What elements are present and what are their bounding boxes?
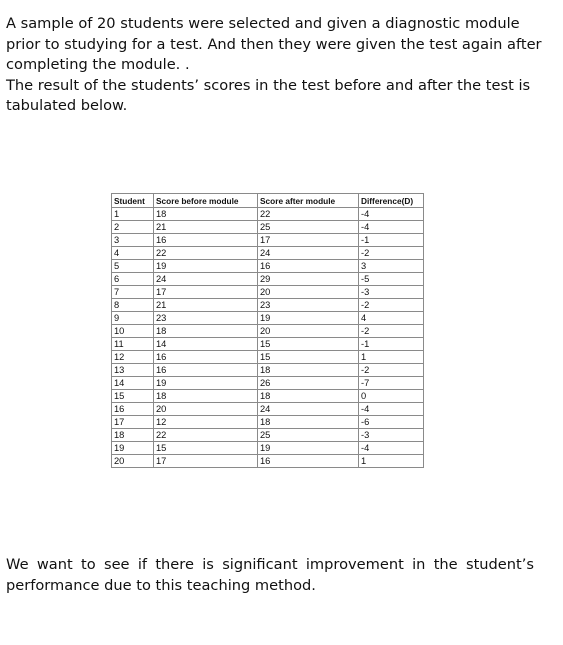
cell-score-after: 20 (258, 325, 359, 338)
cell-score-before: 20 (154, 403, 258, 416)
cell-student: 8 (112, 299, 154, 312)
table-header-row (112, 194, 424, 208)
cell-score-after: 20 (258, 286, 359, 299)
table-row (112, 403, 424, 416)
cell-difference: -1 (359, 234, 424, 247)
cell-score-before: 24 (154, 273, 258, 286)
table-row (112, 429, 424, 442)
cell-student: 15 (112, 390, 154, 403)
cell-score-before: 16 (154, 234, 258, 247)
table-row (112, 351, 424, 364)
cell-student: 7 (112, 286, 154, 299)
cell-score-before: 22 (154, 429, 258, 442)
cell-difference: 1 (359, 455, 424, 468)
cell-score-after: 24 (258, 403, 359, 416)
header-student: Student (112, 194, 154, 208)
cell-student: 18 (112, 429, 154, 442)
cell-score-after: 29 (258, 273, 359, 286)
cell-score-before: 17 (154, 455, 258, 468)
cell-student: 20 (112, 455, 154, 468)
cell-difference: -4 (359, 442, 424, 455)
cell-score-after: 16 (258, 260, 359, 273)
intro-paragraph-1: A sample of 20 students were selected and given a diagnostic module prior to studying for a test. And then they were given the test again after completing the module. . (6, 15, 542, 73)
cell-score-before: 18 (154, 208, 258, 221)
cell-student: 16 (112, 403, 154, 416)
cell-score-after: 24 (258, 247, 359, 260)
cell-score-after: 15 (258, 351, 359, 364)
cell-difference: -4 (359, 208, 424, 221)
cell-difference: -2 (359, 364, 424, 377)
cell-difference: 3 (359, 260, 424, 273)
cell-difference: -3 (359, 429, 424, 442)
table-body (112, 208, 424, 468)
cell-difference: -7 (359, 377, 424, 390)
outro-paragraph: We want to see if there is significant improvement in the student’s performance due to this teaching method. (6, 556, 534, 594)
table-row (112, 325, 424, 338)
cell-score-before: 22 (154, 247, 258, 260)
cell-score-after: 23 (258, 299, 359, 312)
cell-difference: 4 (359, 312, 424, 325)
cell-student: 4 (112, 247, 154, 260)
cell-score-before: 18 (154, 325, 258, 338)
cell-difference: -2 (359, 299, 424, 312)
table-row (112, 390, 424, 403)
intro-paragraph-2: The result of the students’ scores in the test before and after the test is tabulated below. (6, 76, 531, 114)
cell-score-before: 21 (154, 299, 258, 312)
cell-score-after: 18 (258, 364, 359, 377)
cell-student: 3 (112, 234, 154, 247)
table-row (112, 286, 424, 299)
cell-student: 2 (112, 221, 154, 234)
cell-score-after: 18 (258, 390, 359, 403)
cell-score-after: 22 (258, 208, 359, 221)
cell-student: 17 (112, 416, 154, 429)
cell-student: 9 (112, 312, 154, 325)
cell-score-before: 18 (154, 390, 258, 403)
cell-score-before: 16 (154, 351, 258, 364)
table-row (112, 364, 424, 377)
cell-score-after: 25 (258, 429, 359, 442)
table-row (112, 416, 424, 429)
cell-score-after: 18 (258, 416, 359, 429)
cell-score-after: 26 (258, 377, 359, 390)
cell-difference: -4 (359, 403, 424, 416)
cell-score-after: 16 (258, 455, 359, 468)
cell-score-before: 21 (154, 221, 258, 234)
cell-student: 11 (112, 338, 154, 351)
table-row (112, 247, 424, 260)
cell-score-after: 19 (258, 442, 359, 455)
header-difference: Difference(D) (359, 194, 424, 208)
intro-text (6, 14, 546, 117)
cell-student: 19 (112, 442, 154, 455)
table-row (112, 299, 424, 312)
scores-table (111, 193, 424, 468)
table-row (112, 377, 424, 390)
scores-table-container (111, 193, 424, 468)
table-row (112, 312, 424, 325)
cell-score-after: 19 (258, 312, 359, 325)
cell-score-before: 19 (154, 260, 258, 273)
cell-student: 14 (112, 377, 154, 390)
cell-score-after: 17 (258, 234, 359, 247)
outro-text (6, 555, 534, 596)
cell-student: 13 (112, 364, 154, 377)
cell-score-before: 16 (154, 364, 258, 377)
table-row (112, 442, 424, 455)
cell-score-before: 19 (154, 377, 258, 390)
cell-score-before: 12 (154, 416, 258, 429)
cell-score-before: 15 (154, 442, 258, 455)
cell-difference: -2 (359, 325, 424, 338)
cell-difference: -5 (359, 273, 424, 286)
table-row (112, 221, 424, 234)
table-row (112, 234, 424, 247)
header-score-before: Score before module (154, 194, 258, 208)
cell-difference: 0 (359, 390, 424, 403)
cell-student: 10 (112, 325, 154, 338)
cell-difference: -6 (359, 416, 424, 429)
cell-difference: -2 (359, 247, 424, 260)
cell-student: 5 (112, 260, 154, 273)
cell-score-before: 23 (154, 312, 258, 325)
table-row (112, 455, 424, 468)
cell-difference: -3 (359, 286, 424, 299)
cell-student: 1 (112, 208, 154, 221)
cell-score-before: 17 (154, 286, 258, 299)
cell-score-after: 25 (258, 221, 359, 234)
table-row (112, 260, 424, 273)
cell-score-before: 14 (154, 338, 258, 351)
cell-student: 12 (112, 351, 154, 364)
cell-student: 6 (112, 273, 154, 286)
cell-difference: -4 (359, 221, 424, 234)
table-row (112, 338, 424, 351)
cell-difference: -1 (359, 338, 424, 351)
table-row (112, 208, 424, 221)
header-score-after: Score after module (258, 194, 359, 208)
cell-difference: 1 (359, 351, 424, 364)
table-row (112, 273, 424, 286)
cell-score-after: 15 (258, 338, 359, 351)
